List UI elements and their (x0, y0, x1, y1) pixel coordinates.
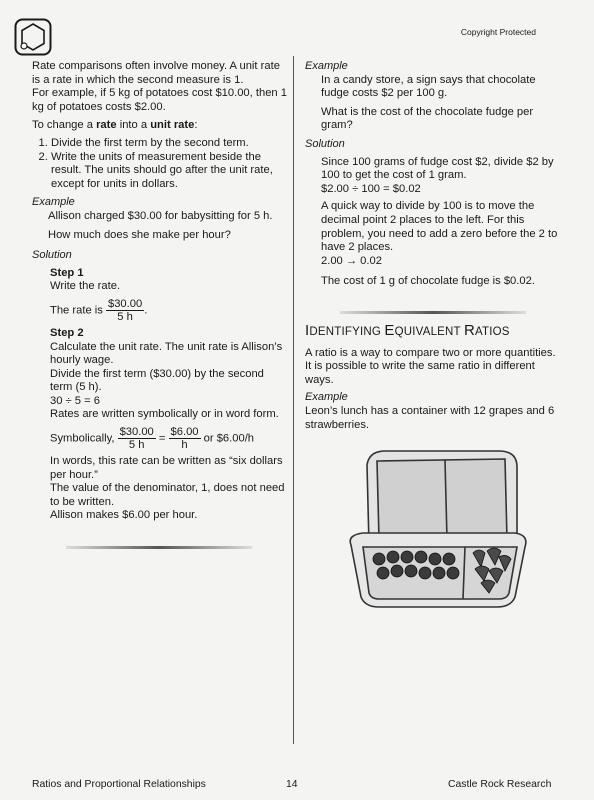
right-column (305, 60, 560, 289)
step2-label: Step 2 (50, 326, 84, 339)
section-heading: IDENTIFYING EQUIVALENT RATIOS (305, 322, 510, 339)
equivalent-ratios-section (305, 324, 560, 432)
page-number: 14 (286, 779, 298, 790)
change-rate-instruction: To change a rate into a unit rate: (32, 119, 198, 132)
solution-label: Solution (305, 137, 345, 150)
solution-answer: The cost of 1 g of chocolate fudge is $0.02. (321, 275, 535, 288)
list-item: 2. Write the units of measurement beside the result. The units should go after the unit rate, except for units in dollars. (51, 151, 288, 192)
footer-publisher: Castle Rock Research (448, 779, 552, 790)
example-question: What is the cost of the chocolate fudge per gram? (321, 105, 534, 132)
word-form: In words, this rate can be written as “six dollars per hour.” (50, 455, 283, 481)
symbolic-form: Symbolically, $\frac{\$30.00}{5 h}$ = $\frac{\$6.00}{h}$ or $6.00/h (50, 426, 255, 452)
step1-text: Write the rate. (50, 280, 121, 293)
example-label: Example (305, 60, 348, 72)
list-item: 1. Divide the first term by the second term. (51, 137, 288, 151)
example-text: Allison charged $30.00 for babysitting for 5 h. (48, 209, 273, 222)
step2-text: Calculate the unit rate. The unit rate is Allison’s hourly wage. (50, 340, 283, 367)
rates-written-text: Rates are written symbolically or in word form. (50, 408, 279, 421)
hexagon-logo-icon (14, 18, 52, 56)
lunch-container-illustration (339, 447, 529, 612)
step2-divide: Divide the first term ($30.00) by the second term (5 h). (50, 367, 264, 394)
answer-text: Allison makes $6.00 per hour. (50, 509, 198, 522)
solution-calculation: $2.00 ÷ 100 = $0.02 (321, 182, 421, 195)
example-text: In a candy store, a sign says that chocolate fudge costs $2 per 100 g. (321, 73, 536, 100)
ratio-definition: A ratio is a way to compare two or more quantities. It is possible to write the same ratio in different ways. (305, 346, 556, 386)
intro-example: For example, if 5 kg of potatoes cost $10.00, then 1 kg of potatoes costs $2.00. (32, 87, 287, 113)
left-column (32, 60, 288, 523)
calculation: 30 ÷ 5 = 6 (50, 394, 100, 407)
decimal-calculation: 2.00 → 0.02 (321, 254, 382, 267)
intro-paragraph: Rate comparisons often involve money. A unit rate is a rate in which the second measure is 1. (32, 60, 280, 86)
step1-label: Step 1 (50, 266, 84, 279)
section-divider (66, 546, 252, 549)
copyright-notice: Copyright Protected (460, 27, 536, 37)
solution-text: Since 100 grams of fudge cost $2, divide $2 by 100 to get the cost of 1 gram. (321, 155, 554, 182)
lunch-example: Leon’s lunch has a container with 12 grapes and 6 strawberries. (305, 404, 555, 431)
column-divider (293, 56, 294, 744)
example-label: Example (32, 196, 75, 209)
section-divider (340, 311, 526, 314)
example-label: Example (305, 391, 348, 404)
example-question: How much does she make per hour? (48, 228, 231, 241)
denominator-note: The value of the denominator, 1, does not need to be written. (50, 482, 285, 508)
decimal-explanation: A quick way to divide by 100 is to move the decimal point 2 places to the left. For this problem, you need to add a zero before the 2 to have 2 places. (321, 200, 558, 254)
rate-fraction-line: The rate is $\frac{\$30.00}{5 h}$ . (50, 297, 148, 323)
steps-list (32, 137, 288, 191)
footer-title: Ratios and Proportional Relationships (32, 779, 206, 790)
solution-label: Solution (32, 249, 72, 262)
